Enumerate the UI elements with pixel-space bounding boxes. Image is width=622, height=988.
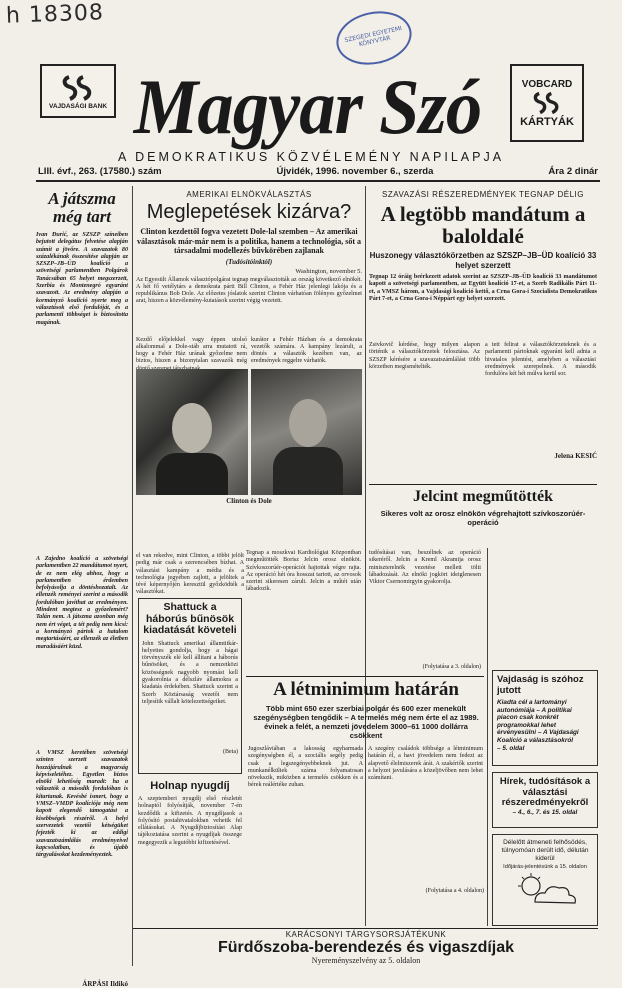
column-divider [132,186,133,966]
editorial-body-3: A VMSZ keretében szövetségi szinten szerzett szavazatok hozzájárulnak a magyarság képviseletéhez. Egyetlen biztos elnöki lehetőség maradt: ha a választók a második fordulóban is kitartanak. Kevésbé ismert, hogy a VMSZ–VMDP koalíciója még nem kapott elegendő támogatást a kisebbségek részéről. A helyi szervezetek vezetői kétségüket fejezték ki az eddigi szavazatszámlálás eredményeivel kapcsolatban, és újabb tárgyalásokat kezdeményeztek. [36,750,128,859]
column-divider [487,548,488,926]
vajdasagi-bank-logo: VAJDASÁGI BANK [40,64,116,118]
portrait-suit [273,447,343,495]
shattuck-body: John Shattuck amerikai államtitkár-helyettes gondolja, hogy a hágai törvényszék elé kell állítani a háborús bűnösöket, és a nemzetközi közösségnek nagyobb nyomást kell gyakorolnia a délszláv államokra a kiadatás érdekében. Shattuck szerint a Szerb Köztársaság vezetői nem teljesítik vállalt kötelezettségeiket. [142,640,238,705]
vojvodina-page-ref: – 5. oldal [497,744,525,752]
news-teaser-headline: Hírek, tudósítások a választási részeredményekről [499,776,591,808]
editorial-headline: A játszma még tart [48,189,116,226]
photo-caption: Clinton és Dole [226,496,272,505]
us-election-headline: Meglepetések kizárva? [146,201,352,223]
bank-logo-icon [61,73,95,103]
weather-box [492,834,598,926]
pension-headline: Holnap nyugdíj [150,780,230,792]
results-headline: A legtöbb mandátum a baloldalé [380,202,586,248]
us-election-body-4: kurátor a Fehér Házban és a demokrata vezetők számára. A kampány lezárult, a döntés a választók kezében van, az eredmények reggelre várhatók. [251,336,362,365]
vojvodina-teaser [492,670,598,766]
poverty-headline: A létminimum határán [273,679,459,700]
poverty-body: Jugoszláviában a lakosság egyharmada szegénységben él, a szociális segély pedig csak a legszegényebbeknek jut. A munkanélküliek száma folyamatosan növekszik, miközben a termelés csökken és a bérek reálértéke zuhan. [248,746,363,789]
portrait-face [172,403,212,453]
shattuck-box [138,598,242,774]
news-teaser [492,772,598,828]
handwritten-archive-mark: h 18308 [5,0,105,29]
results-deck: Huszonegy választókörzetben az SZSZP–JB–ÜD koalíció 33 helyet szerzett [369,251,597,270]
vojvodina-summary: Kiadta cél a lartományi autonómiája – A politikai piacon csak konkrét programokkal lehet érvényesülni – A Vajdasági Koalíció a választásokról [497,699,579,744]
us-election-source: (Tudósítóinktól) [225,257,273,266]
us-election-deck: Clinton kezdettől fogva vezetett Dole-lal szemben – Az amerikai választások már-már nem is a politika, hanem a technológia, sőt a társadalmi modellezés bűvkörében zajlanak [137,227,361,255]
results-author: Jelena KESIĆ [554,452,597,460]
pension-body: A szeptemberi nyugdíj első részletét holnaptól folyósítják, november 7-én kezdődik a kifizetés. A nyugdíjasok a folyósító postahivatalokban vehetik fel ellátásukat. A Nyugdíjbiztosítási Alap tájékoztatása szerint a nyugdíjak összege megegyezik a legutóbbi kifizetésével. [138,796,242,846]
editorial-body-2: A Zajedno koalíció a szövetségi parlamentben 22 mandátumot nyert, de ez nem elég ahhoz, hogy a parlamentben érdemben befolyásolja a döntéshozatalt. Az ellenzék reményei szerint a második fordulóban javíthat az eredményen. Mindent megtesz a győzelemért? Talán nem. A játszma azonban még nem ért véget, a tét pedig nem kicsi: a kormányzó pártok a hatalom megtartásáért, az ellenzék az életben maradásáért küzd. [36,556,128,650]
vobcard-icon [532,90,562,116]
clinton-photo [136,369,248,495]
section-rule [133,928,598,929]
shattuck-source: (Beta) [223,748,238,755]
editorial-body: Ivan Đurić, az SZSZP színeiben bejutott delegátus felvetése alapján számít a jövőre. A szavazatok 80 százalékának összesítése alapján az SZSZP–JB–ÜD koalíció a szövetségi parlamentben Polgárok Tanácsában 65 helyet megszerzett, Szerbia és Montenegró egyaránt szavazott. Az eredmény alapján a kormányzó koalíció nyerte meg a választások első fordulóját, és a parlamenti többséget is biztosította magának. [36,232,128,326]
issue-date: Újvidék, 1996. november 6., szerda [276,166,434,177]
weather-page-ref: Időjárás-jelentésünk a 15. oldalon [503,864,587,871]
us-election-article [136,186,362,505]
newspaper-title: Magyar Szó [133,63,482,150]
poverty-deck: Több mint 650 ezer szerbiai polgár és 600 ezer menekült szegénységben tengődik – A termelés még nem érte el az 1989. évinek a felét, a nemzeti jövedelem 3000–61 1000 dollárra csökkent [253,704,479,740]
us-election-body: Az Egyesült Államok választópolgárai tegnap megválasztották az ország következő elnökét. A hét fő vetélytárs a demokrata párti Bill Clinton, a Fehér Ház jelenlegi lakója és a republikánus Bob Dole. Az előzetes jóslatok szerint Clinton várhatóan fölényes győzelmet arat, hiszen a közvélemény-kutatások szerint végig vezetett. [136,276,362,305]
us-election-body-3: el van rekedve, mint Clinton, a többi jelölt pedig már csak a szerencsében bízhat. A választási kampány a média és a technológia jegyében zajlott, a jelöltek a tévé képernyőjén keresztül győzködték a választókat. [136,553,244,596]
clinton-dole-photos [136,369,362,495]
poverty-body-2: A szegény családok többsége a létminimum határán él, a havi jövedelem nem fedezi az alapvető élelmiszerek árát. A szakértők szerint a helyzet javulására a közeljövőben nem lehet számítani. [368,746,483,782]
results-body: Tegnap 12 óráig beérkezett adatok szerint az SZSZP–JB–ÜD koalíció 33 mandátumot kapott a szövetségi parlamentben, az Együtt koalíció 17-et, a Szerb Radikális Párt 11-et, a VMSZ három, a Vajdasági koalíció kettő, a Crna Gora-i Szocialista Demokratikus Párt 7-et, a Crna Gora-i Néppárt egy helyet szerzett. [369,274,597,302]
issue-info [38,166,598,177]
christmas-kicker: KARÁCSONYI TÁRGYSORSJÁTÉKUNK [285,930,447,939]
editorial-author: ÁRPÁSI Ildikó [82,980,128,988]
poverty-source: (Folytatása a 4. oldalon) [425,888,484,894]
poverty-article [248,680,484,894]
vobcard-logo: VOBCARD KÁRTYÁK [510,64,584,142]
results-body-2: Zsivkovič kérdése, hogy milyen alapon történik a választókörzetek felosztása. Az SZSZP kérésére a szavazatszámlálást több körzetben megismételték. [369,342,480,370]
portrait-face [289,399,327,447]
news-teaser-pages: – 4., 6., 7. és 15. oldal [512,808,578,816]
portrait-suit [156,453,228,495]
us-election-kicker: AMERIKAI ELNÖKVÁLASZTÁS [186,190,312,199]
weather-forecast: Délelőtt átmeneti felhősödés, túlnyomóan derült idő, délután kiderül [501,839,589,862]
section-rule [246,676,484,677]
library-stamp: SZEGEDI EGYETEMI KÖNYVTÁR [331,5,416,72]
dole-photo [251,369,362,495]
yeltsin-body-2: tudósításai van, beszélnek az operáció sikeréről. Jelcin a Kreml Akramija orosz miniszterelnök vezetése mellett tölti lábadozását. Az elnöki jogkört ideiglenesen Viktor Csernomirgyin gyakorolja. [369,550,481,586]
results-body-3: a tett felirat a választókörzeteknek és a parlamenti pártoknak egyaránt kell adnia a hivatalos jelentést, amelyben a választási eredmények szerepelnek. A második fordulóra két hét múlva kerül sor. [485,342,596,378]
yeltsin-headline: Jelcint megműtötték [413,488,553,505]
pension-article [138,780,242,864]
results-article [369,186,597,460]
us-election-dateline: Washington, november 5. [295,267,362,275]
editorial-article [36,186,128,988]
us-election-body-2: Kezdő előjelekkel vagy éppen utolsó alkalommal a Dole-stáb arra mutatott rá, hogy a Fehér Ház urának győzelme nem biztos, hiszen a bizonytalan szavazók még [136,336,247,365]
results-kicker: SZAVAZÁSI RÉSZEREDMÉNYEK TEGNAP DÉLIG [382,190,584,199]
shattuck-headline: Shattuck a háborús bűnösök kiadatását követeli [143,601,237,636]
yeltsin-deck: Sikeres volt az orosz elnökön végrehajtott szívkoszorúér-operáció [380,509,586,527]
issue-price: Ára 2 dinár [548,166,598,177]
christmas-sub: Nyereményszelvény az 5. oldalon [311,956,421,965]
section-rule [369,484,597,485]
issue-number: LIII. évf., 263. (17580.) szám [38,166,162,177]
masthead-subtitle: A DEMOKRATIKUS KÖZVÉLEMÉNY NAPILAPJA [117,150,505,164]
christmas-banner [136,930,596,965]
yeltsin-source: (Folytatása a 3. oldalon) [422,664,481,670]
header-rule [36,180,600,182]
cloud-sun-icon [505,872,585,908]
yeltsin-body: Tegnap a moszkvai Kardiológiai Központban megműtötték Borisz Jelcin orosz elnököt. Szívkoszorúér-operációt hajtottak végre rajta. Az operáció hét óra hosszat tartott, az orvosok szerint sikeresen zárult. Jelcin a műtét után lábadozik. [246,550,361,593]
vojvodina-headline: Vajdaság is szóhoz jutott [497,674,584,696]
yeltsin-article [369,488,597,527]
christmas-headline: Fürdőszoba-berendezés és vigaszdíjak [217,939,515,956]
